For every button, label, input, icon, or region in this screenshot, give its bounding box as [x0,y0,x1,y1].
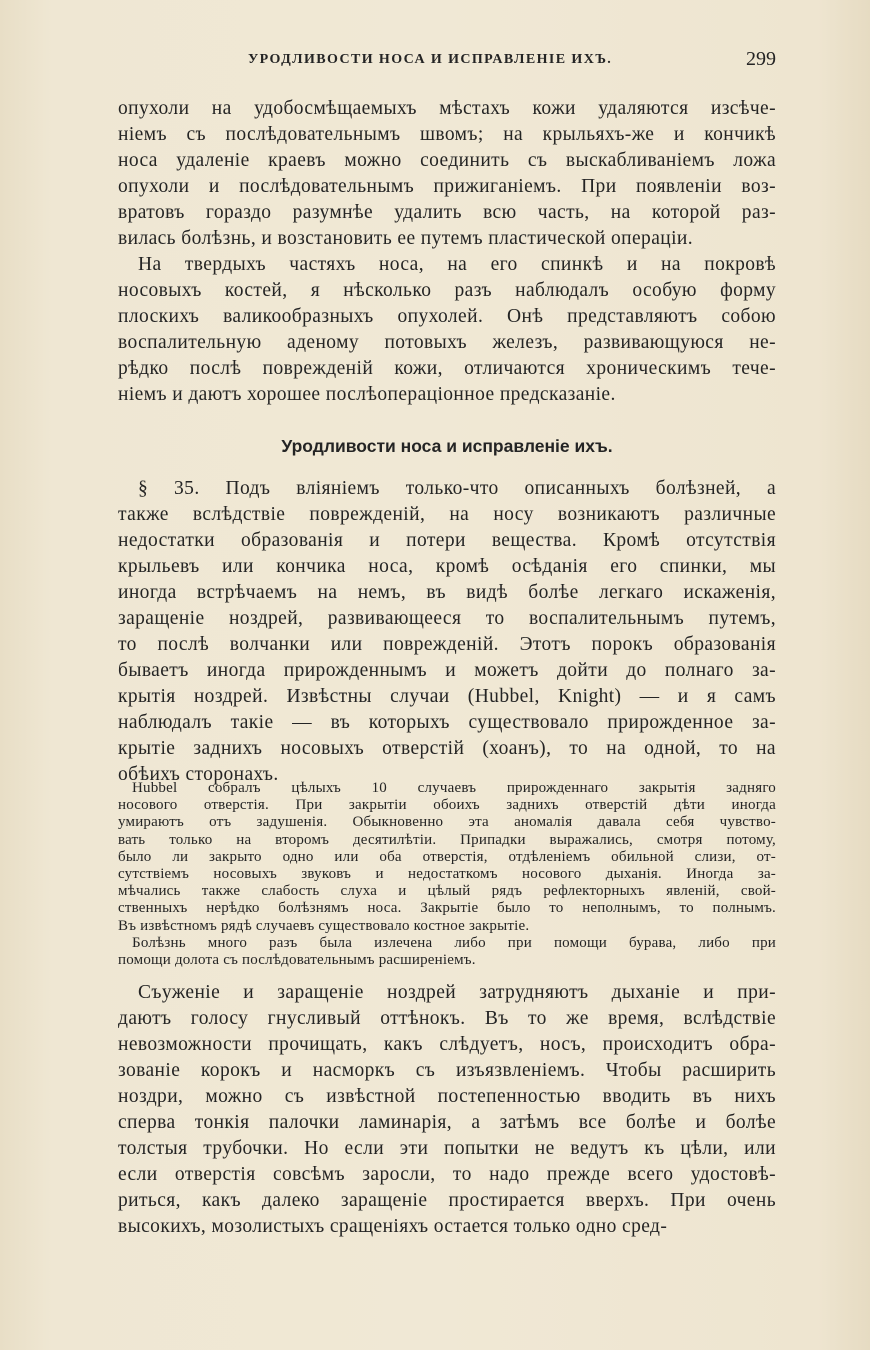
text-line: невозможности прочищать, какъ слѣдуетъ, носъ, происходитъ обра- [118,1034,776,1055]
text-line: обѣихъ сторонахъ. [118,764,279,785]
text-line: риться, какъ далеко заращеніе простирается вверхъ. При очень [118,1190,776,1211]
text-line: носа удаленіе краевъ можно соединить съ выскабливаніемъ ложа [118,150,776,171]
paragraph-2 [118,252,776,408]
note-line: мѣчались также слабость слуха и цѣлый рядъ рефлекторныхъ явленій, свой- [118,883,776,900]
note-line: вать только на второмъ десятилѣтіи. Припадки выражались, смотря потому, [118,831,776,848]
text-line: сперва тонкія палочки ламинарія, а затѣмъ все болѣе и болѣе [118,1112,776,1133]
text-line: крытія ноздрей. Извѣстны случаи (Hubbel, Knight) — и я самъ [118,686,776,707]
text-line: бываетъ иногда прирожденнымъ и можетъ дойти до полнаго за- [118,660,776,681]
text-line: рѣдко послѣ поврежденій кожи, отличаются хроническимъ тече- [118,358,776,379]
text-line: иногда встрѣчаемъ на немъ, въ видѣ болѣе легкаго искаженія, [118,582,776,603]
note-line: Въ извѣстномъ рядѣ случаевъ существовало костное закрытіе. [118,917,530,934]
text-line: § 35. Подъ вліяніемъ только-что описанныхъ болѣзней, а [138,478,776,499]
text-line: высокихъ, мозолистыхъ сращеніяхъ остается только одно сред- [118,1216,668,1237]
text-line: ніемъ и даютъ хорошее послѣопераціонное предсказаніе. [118,384,616,405]
text-line: воспалительную аденому потовыхъ железъ, развивающуюся не- [118,332,776,353]
text-line: На твердыхъ частяхъ носа, на его спинкѣ и на покровѣ [138,254,776,275]
text-line: недостатки образованія и потери вещества. Кромѣ отсутствія [118,530,776,551]
text-line: ніемъ съ послѣдовательнымъ швомъ; на крыльяхъ-же и кончикѣ [118,124,776,145]
text-line: зованіе корокъ и насморкъ съ изъязвленіемъ. Чтобы расширить [118,1060,776,1081]
note-line: было ли закрыто одно или оба отверстія, отдѣленіемъ обильной слизи, от- [118,848,776,865]
page-header [118,48,776,78]
text-line: крытіе заднихъ носовыхъ отверстій (хоанъ), то на одной, то на [118,738,776,759]
text-line: толстыя трубочки. Но если эти попытки не ведутъ къ цѣли, или [118,1138,776,1159]
paragraph-1 [118,96,776,252]
note-line: носового отверстія. При закрытіи обоихъ заднихъ отверстій дѣти иногда [118,797,776,814]
running-title: УРОДЛИВОСТИ НОСА И ИСПРАВЛЕНІЕ ИХЪ. [248,52,613,67]
footnote-1 [118,780,776,935]
text-line: опухоли на удобосмѣщаемыхъ мѣстахъ кожи удаляются изсѣче- [118,98,776,119]
text-line: плоскихъ валикообразныхъ опухолей. Онѣ представляютъ собою [118,306,776,327]
note-line: сутствіемъ носовыхъ звуковъ и недостаткомъ носового дыханія. Иногда за- [118,865,776,882]
text-line: крыльевъ или кончика носа, кромѣ осѣданія его спинки, мы [118,556,776,577]
text-line: вилась болѣзнь, и возстановить ее путемъ пластической операціи. [118,228,694,249]
section-heading: Уродливости носа и исправленіе ихъ. [281,436,613,456]
text-line: заращеніе ноздрей, развивающееся то воспалительнымъ путемъ, [118,608,776,629]
page-number: 299 [746,48,776,70]
text-line: вратовъ гораздо разумнѣе удалить всю часть, на которой раз- [118,202,776,223]
paragraph-3 [118,476,776,788]
text-line: Съуженіе и заращеніе ноздрей затрудняютъ дыханіе и при- [138,982,776,1003]
note-line: Болѣзнь много разъ была излечена либо при помощи бурава, либо при [132,935,776,951]
text-line: даютъ голосу гнусливый оттѣнокъ. Въ то же время, вслѣдствіе [118,1008,776,1029]
text-line: то послѣ волчанки или поврежденій. Этотъ порокъ образованія [118,634,776,655]
text-line: носовыхъ костей, я нѣсколько разъ наблюдалъ особую форму [118,280,776,301]
text-line: если отверстія совсѣмъ заросли, то надо прежде всего удостовѣ- [118,1164,776,1185]
note-line: ственныхъ нерѣдко болѣзнямъ носа. Закрытіе было то неполнымъ, то полнымъ. [118,900,776,917]
note-line: умираютъ отъ задушенія. Обыкновенно эта аномалія давала себя чувство- [118,814,776,831]
text-line: опухоли и послѣдовательнымъ прижиганіемъ. При появленіи воз- [118,176,776,197]
text-line: наблюдалъ такіе — въ которыхъ существовало прирожденное за- [118,712,776,733]
text-line: также вслѣдствіе поврежденій, на носу возникаютъ различные [118,504,776,525]
note-line: помощи долота съ послѣдовательнымъ расширеніемъ. [118,952,476,969]
paragraph-4 [118,980,776,1240]
footnote-2 [118,935,776,969]
text-line: ноздри, можно съ извѣстной постепенностью вводить въ нихъ [118,1086,776,1107]
note-line: Hubbel собралъ цѣлыхъ 10 случаевъ прирожденнаго закрытія задняго [132,780,776,796]
